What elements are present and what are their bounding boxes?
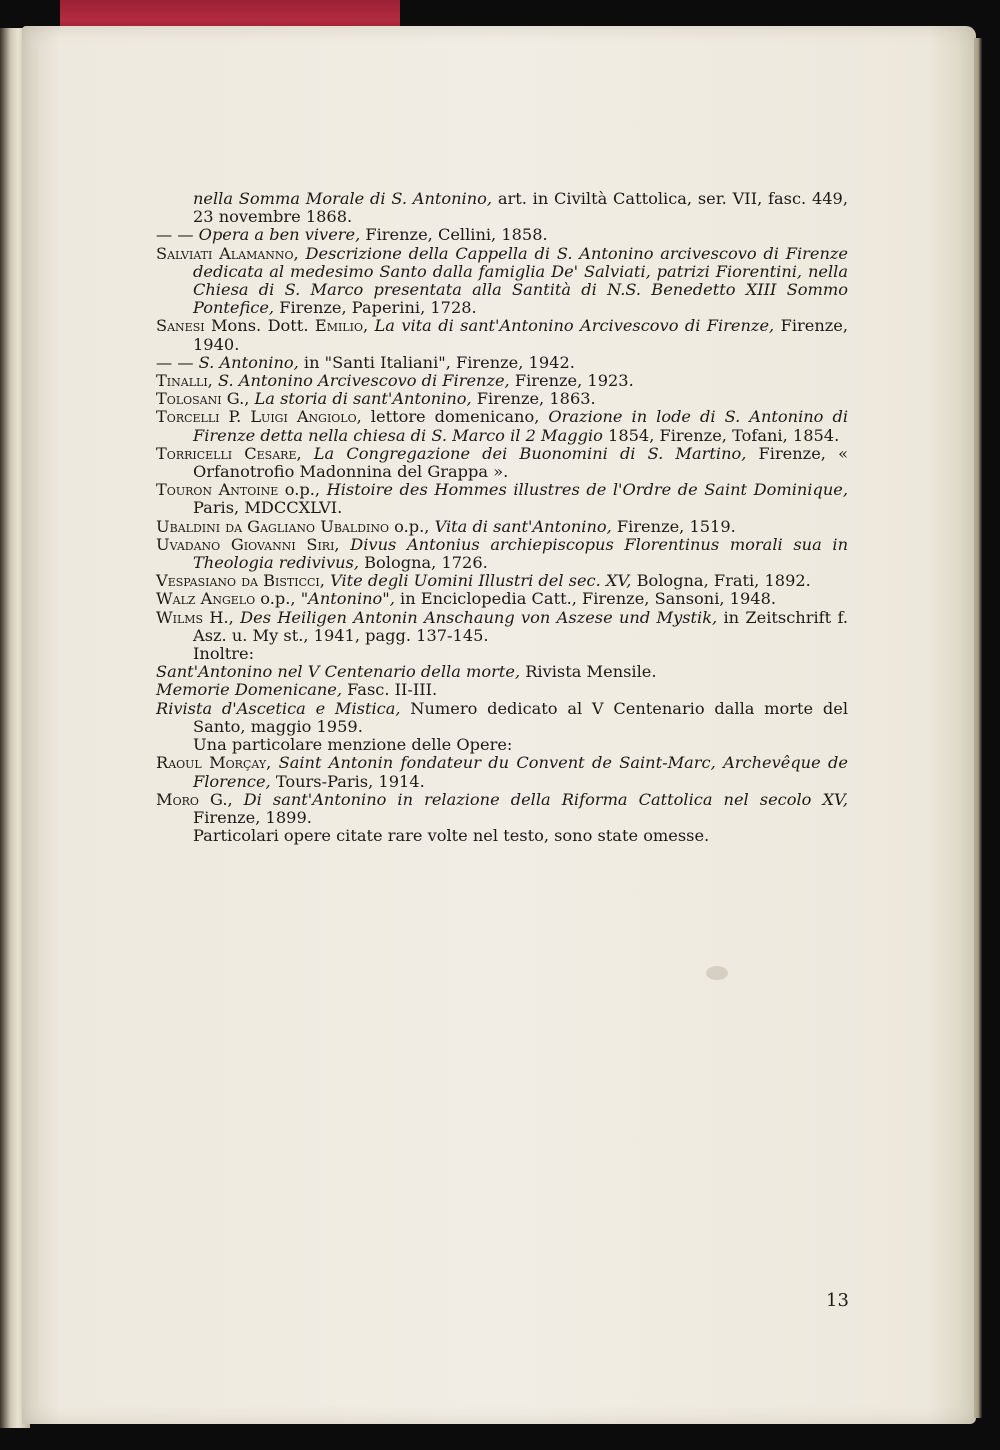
entry-text: G., [198, 789, 244, 809]
entry-title: S. Antonino, [198, 352, 299, 372]
bibliography-entry [156, 226, 848, 244]
entry-title: Saint Antonin fondateur du Convent de Saint-Marc, Archevêque de Florence, [193, 753, 848, 791]
entry-author: Sanesi [156, 316, 205, 336]
bibliography-entry [156, 245, 848, 318]
entry-text: in "Santi Italiani", Firenze, 1942. [298, 352, 575, 372]
entry-author: Emilio, [314, 316, 369, 336]
bibliography-entry [156, 372, 848, 390]
entry-author: Walz Angelo [156, 589, 256, 609]
entry-title: Di sant'Antonino in relazione della Riforma Cattolica nel secolo XV, [243, 789, 848, 809]
bibliography-entry [156, 700, 848, 736]
entry-title: Divus Antonius archiepiscopus Florentinus morali sua in Theologia redivivus, [193, 534, 849, 573]
entry-text: lettore domenicano, [361, 407, 549, 427]
bibliography-entry [156, 754, 848, 790]
entry-title: Orazione in lode di S. Antonino di Firenze detta nella chiesa di S. Marco il 2 Maggio [193, 407, 848, 445]
entry-title: Memorie Domenicane, [156, 680, 343, 700]
entry-text: Inoltre: [193, 644, 255, 664]
bibliography-entry [156, 536, 848, 572]
entry-title: Des Heiligen Antonin Anschaung von Aszese und Mystik, [240, 607, 718, 627]
entry-text: Firenze, 1899. [193, 807, 312, 827]
entry-text: Firenze, « Orfanotrofio Madonnina del Grappa ». [193, 443, 848, 482]
bibliography-entry [156, 317, 848, 353]
bibliography-entry [156, 590, 848, 608]
entry-author: Raoul Morçay, [156, 753, 272, 773]
entry-title: S. Antonino Arcivescovo di Firenze, [217, 371, 510, 391]
entry-author: Luigi Angiolo, [250, 407, 362, 427]
entry-text [299, 244, 306, 263]
entry-text: Rivista Mensile. [520, 662, 657, 682]
entry-text [302, 444, 314, 463]
page-edge [974, 38, 982, 1418]
entry-text: o.p., [389, 516, 435, 536]
entry-text: in Enciclopedia Catt., Firenze, Sansoni, 1948. [394, 589, 777, 609]
entry-text: — — [156, 225, 199, 245]
bibliography-entry [156, 572, 848, 590]
bibliography-entry [156, 663, 848, 681]
entry-text: Firenze, 1923. [509, 371, 634, 391]
entry-title: Rivista d'Ascetica e Mistica, [156, 698, 401, 718]
entry-text: P. [219, 407, 251, 427]
entry-text: — — [156, 352, 199, 372]
entry-text: in Zeitschrift f. Asz. u. My st., 1941, pagg. 137-145. [193, 607, 848, 645]
entry-text [271, 753, 278, 772]
entry-text: art. in Civiltà Cattolica, ser. VII, fasc. 449, 23 novembre 1868. [193, 189, 849, 227]
entry-title: Opera a ben vivere, [198, 225, 361, 245]
bibliography-entry [156, 481, 848, 517]
entry-author: Wilms [156, 607, 204, 627]
entry-author: Tinalli, [156, 371, 213, 391]
entry-text: Tours-Paris, 1914. [270, 771, 425, 791]
bibliography-entry [156, 609, 848, 645]
entry-title: Sant'Antonino nel V Centenario della morte, [156, 662, 521, 682]
entry-text: Firenze, 1519. [611, 516, 736, 536]
entry-author: Vespasiano da Bisticci, [156, 571, 325, 591]
bibliography-entry [156, 736, 848, 754]
entry-text: o.p., [255, 589, 301, 609]
entry-text: G., [221, 389, 255, 409]
bibliography-list [156, 190, 848, 845]
bibliography-entry [156, 354, 848, 372]
entry-author: Torricelli Cesare, [156, 443, 302, 463]
entry-author: Uvadano Giovanni Siri, [156, 534, 340, 554]
entry-text: Firenze, 1940. [193, 316, 848, 354]
entry-title: "Antonino", [300, 589, 395, 609]
entry-text [340, 535, 351, 554]
bibliography-entry [156, 445, 848, 481]
bibliography-entry [156, 681, 848, 699]
bibliography-entry [156, 518, 848, 536]
entry-author: Tolosani [156, 389, 222, 409]
bibliography-entry [156, 645, 848, 663]
paper-smudge [706, 966, 728, 980]
entry-text: H., [203, 607, 241, 627]
entry-text: Firenze, 1863. [471, 389, 596, 409]
bibliography-entry [156, 408, 848, 444]
entry-title: Histoire des Hommes illustres de l'Ordre de Saint Dominique, [326, 480, 848, 500]
bibliography-entry [156, 791, 848, 827]
entry-author: Moro [156, 789, 199, 809]
bibliography-entry [156, 390, 848, 408]
entry-text: 1854, Firenze, Tofani, 1854. [602, 425, 840, 445]
entry-title: La storia di sant'Antonino, [254, 389, 472, 409]
entry-text: Mons. Dott. [204, 316, 315, 336]
entry-author: Ubaldini da Gagliano Ubaldino [156, 516, 389, 536]
entry-text: Numero dedicato al V Centenario dalla morte del Santo, maggio 1959. [193, 698, 849, 736]
entry-text: o.p., [278, 480, 327, 500]
entry-text: Bologna, 1726. [359, 553, 488, 573]
entry-title: La vita di sant'Antonino Arcivescovo di Firenze, [374, 316, 775, 336]
entry-author: Torcelli [156, 407, 220, 427]
entry-text: Firenze, Cellini, 1858. [360, 225, 548, 245]
entry-title: La Congregazione dei Buonomini di S. Martino, [313, 443, 747, 463]
entry-title: nella Somma Morale di S. Antonino, [193, 189, 493, 208]
entry-title: Vita di sant'Antonino, [434, 516, 612, 536]
entry-title: Descrizione della Cappella di S. Antonino arcivescovo di Firenze dedicata al medesimo Santo dalla famiglia De' Salviati, patrizi Fiorentini, nella Chiesa di S. Marco presentata alla Santità di N.S. Benedetto XIII Sommo Pontefice, [193, 243, 848, 318]
entry-text: Una particolare menzione delle Opere: [193, 735, 513, 755]
entry-title: Vite degli Uomini Illustri del sec. XV, [330, 571, 632, 591]
entry-author: Salviati Alamanno, [156, 243, 299, 263]
entry-text: Fasc. II-III. [342, 680, 438, 700]
entry-text: Bologna, Frati, 1892. [631, 571, 811, 591]
bibliography-entry [156, 827, 848, 845]
page-number: 13 [826, 1290, 849, 1311]
entry-text: Particolari opere citate rare volte nel testo, sono state omesse. [193, 826, 710, 846]
entry-text: Firenze, Paperini, 1728. [274, 298, 477, 318]
bibliography-entry [156, 190, 848, 226]
entry-author: Touron Antoine [156, 480, 279, 500]
entry-text: Paris, MDCCXLVI. [193, 498, 343, 518]
